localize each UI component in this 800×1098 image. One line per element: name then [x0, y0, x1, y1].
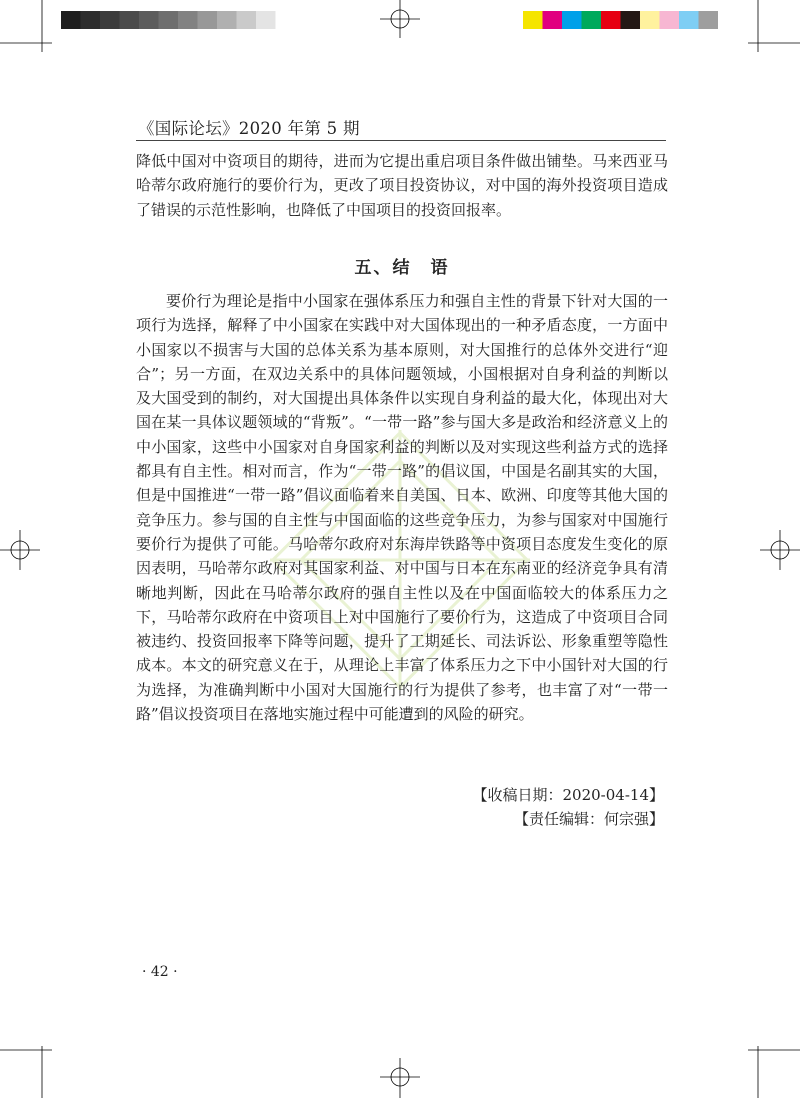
calibration-swatch — [61, 11, 81, 29]
registration-mark-bottom — [380, 1058, 420, 1098]
registration-mark-left — [0, 530, 40, 570]
calibration-swatch — [562, 11, 582, 29]
calibration-swatch — [178, 11, 198, 29]
header-rule — [136, 140, 666, 141]
calibration-swatch — [543, 11, 563, 29]
calibration-swatch — [100, 11, 120, 29]
calibration-swatch — [120, 11, 140, 29]
calibration-swatch — [139, 11, 159, 29]
calibration-swatch — [660, 11, 680, 29]
conclusion-paragraph: 要价行为理论是指中小国家在强体系压力和强自主性的背景下针对大国的一项行为选择，解释了中小国家在实践中对大国体现出的一种矛盾态度，一方面中小国家以不损害与大国的总体关系为基本原则，对大国推行的总体外交进行“迎合”；另一方面，在双边关系中的具体问题领域，小国根据对自身利益的判断以及大国受到的制约，对大国提出具体条件以实现自身利益的最大化，体现出对大国在某一具体议题领域的“背叛”。“一带一路”参与国大多是政治和经济意义上的中小国家，这些中小国家对自身国家利益的判断以及对实现这些利益方式的选择都具有自主性。相对而言，作为“一带一路”的倡议国，中国是名副其实的大国，但是中国推进“一带一路”倡议面临着来自美国、日本、欧洲、印度等其他大国的竞争压力。参与国的自主性与中国面临的这些竞争压力，为参与国家对中国施行要价行为提供了可能。马哈蒂尔政府对东海岸铁路等中资项目态度发生变化的原因表明，马哈蒂尔政府对其国家利益、对中国与日本在东南亚的经济竞争具有清晰地判断，因此在马哈蒂尔政府的强自主性以及在中国面临较大的体系压力之下，马哈蒂尔政府在中资项目上对中国施行了要价行为，这造成了中资项目合同被违约、投资回报率下降等问题，提升了工期延长、司法诉讼、形象重塑等隐性成本。本文的研究意义在于，从理论上丰富了体系压力之下中小国针对大国的行为选择，为准确判断中小国对大国施行的行为提供了参考，也丰富了对“一带一路”倡议投资项目在落地实施过程中可能遭到的风险的研究。 — [136, 292, 668, 724]
registration-mark-top — [380, 0, 420, 38]
calibration-swatch — [582, 11, 602, 29]
calibration-swatch — [699, 11, 719, 29]
calibration-swatch — [621, 11, 641, 29]
crop-mark-bottom-right — [748, 1046, 800, 1098]
calibration-swatch — [159, 11, 179, 29]
page-number: · 42 · — [142, 964, 178, 980]
calibration-swatch — [81, 11, 101, 29]
calibration-swatch — [198, 11, 218, 29]
received-date: 【收稿日期：2020-04-14】 — [472, 786, 664, 804]
responsible-editor: 【责任编辑：何宗强】 — [513, 810, 664, 828]
calibration-swatch — [237, 11, 257, 29]
crop-mark-top-right — [748, 0, 800, 52]
calibration-swatch — [523, 11, 543, 29]
color-calibration-bar — [523, 11, 718, 29]
continued-paragraph: 降低中国对中资项目的期待，进而为它提出重启项目条件做出铺垫。马来西亚马哈蒂尔政府施行的要价行为，更改了项目投资协议，对中国的海外投资项目造成了错误的示范性影响，也降低了中国项目的投资回报率。 — [136, 152, 668, 219]
section-heading: 五、结 语 — [354, 258, 450, 278]
calibration-swatch — [256, 11, 276, 29]
journal-header-title: 《国际论坛》2020 年第 5 期 — [138, 119, 360, 138]
registration-mark-right — [760, 530, 800, 570]
crop-mark-bottom-left — [0, 1046, 52, 1098]
crop-mark-top-left — [0, 0, 52, 52]
calibration-swatch — [640, 11, 660, 29]
calibration-swatch — [601, 11, 621, 29]
grayscale-calibration-bar — [61, 11, 276, 29]
calibration-swatch — [679, 11, 699, 29]
calibration-swatch — [217, 11, 237, 29]
